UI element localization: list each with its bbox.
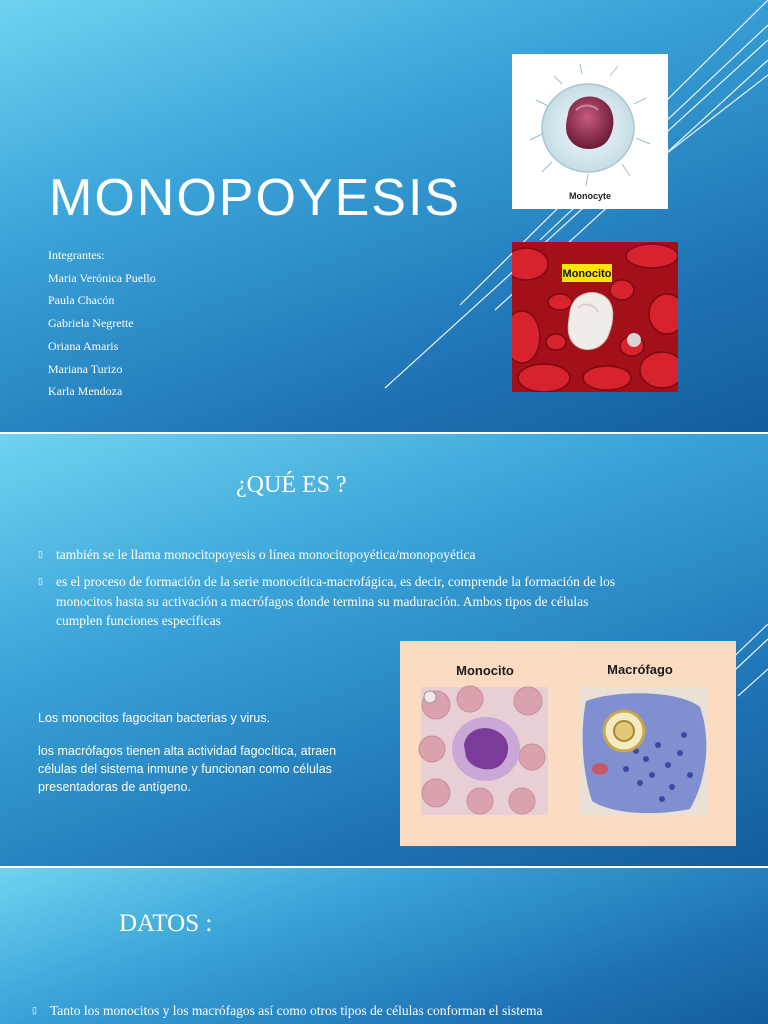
bullet-marker-icon: ▯: [38, 576, 43, 586]
bullet-item: ▯ Tanto los monocitos y los macrófagos así como otros tipos de células conforman el sistema: [50, 1001, 750, 1021]
member-name: Karla Mendoza: [48, 384, 123, 399]
monocito-blood-image: [512, 242, 678, 392]
members-heading: Integrantes:: [48, 248, 105, 262]
slide-datos: [0, 868, 768, 1024]
bullet-marker-icon: ▯: [38, 549, 43, 559]
member-name: Oriana Amaris: [48, 338, 119, 353]
members-list: [48, 244, 156, 403]
bullet-marker-icon: ▯: [32, 1005, 37, 1015]
member-name: Maria Verónica Puello: [48, 270, 156, 285]
slide-title: [0, 0, 768, 432]
figure-label-monocito: Monocito: [456, 663, 514, 678]
monocyte-note: Los monocitos fagocitan bacterias y virus.: [38, 711, 271, 725]
presentation-title: MONOPOYESIS: [49, 169, 462, 227]
figure-label-macrofago: Macrófago: [607, 662, 673, 677]
slide-what-is: [0, 434, 768, 866]
monocito-caption: Monocito: [562, 268, 612, 280]
member-name: Paula Chacón: [48, 293, 115, 308]
monocyte-caption: Monocyte: [568, 191, 612, 201]
monocito-macrofago-figure: [400, 641, 736, 846]
member-name: Gabriela Negrette: [48, 316, 134, 331]
macrophage-note: los macrófagos tienen alta actividad fagocítica, atraen células del sistema inmune y funcionan como células presentadoras de antígeno.: [38, 744, 337, 794]
bullet-item: ▯ también se le llama monocitopoyesis o línea monocitopoyética/monopoyética: [56, 545, 746, 565]
monocyte-illustration-image: [512, 54, 668, 209]
member-name: Mariana Turizo: [48, 361, 123, 376]
bullet-item: ▯ es el proceso de formación de la serie monocítica-macrofágica, es decir, comprende la formación de los monocitos hasta su activación a macrófagos donde termina su maduración. Ambos tipos de células cumplen funciones específicas: [38, 574, 616, 628]
section-heading: DATOS :: [119, 910, 213, 937]
section-heading: ¿QUÉ ES ?: [236, 472, 347, 498]
